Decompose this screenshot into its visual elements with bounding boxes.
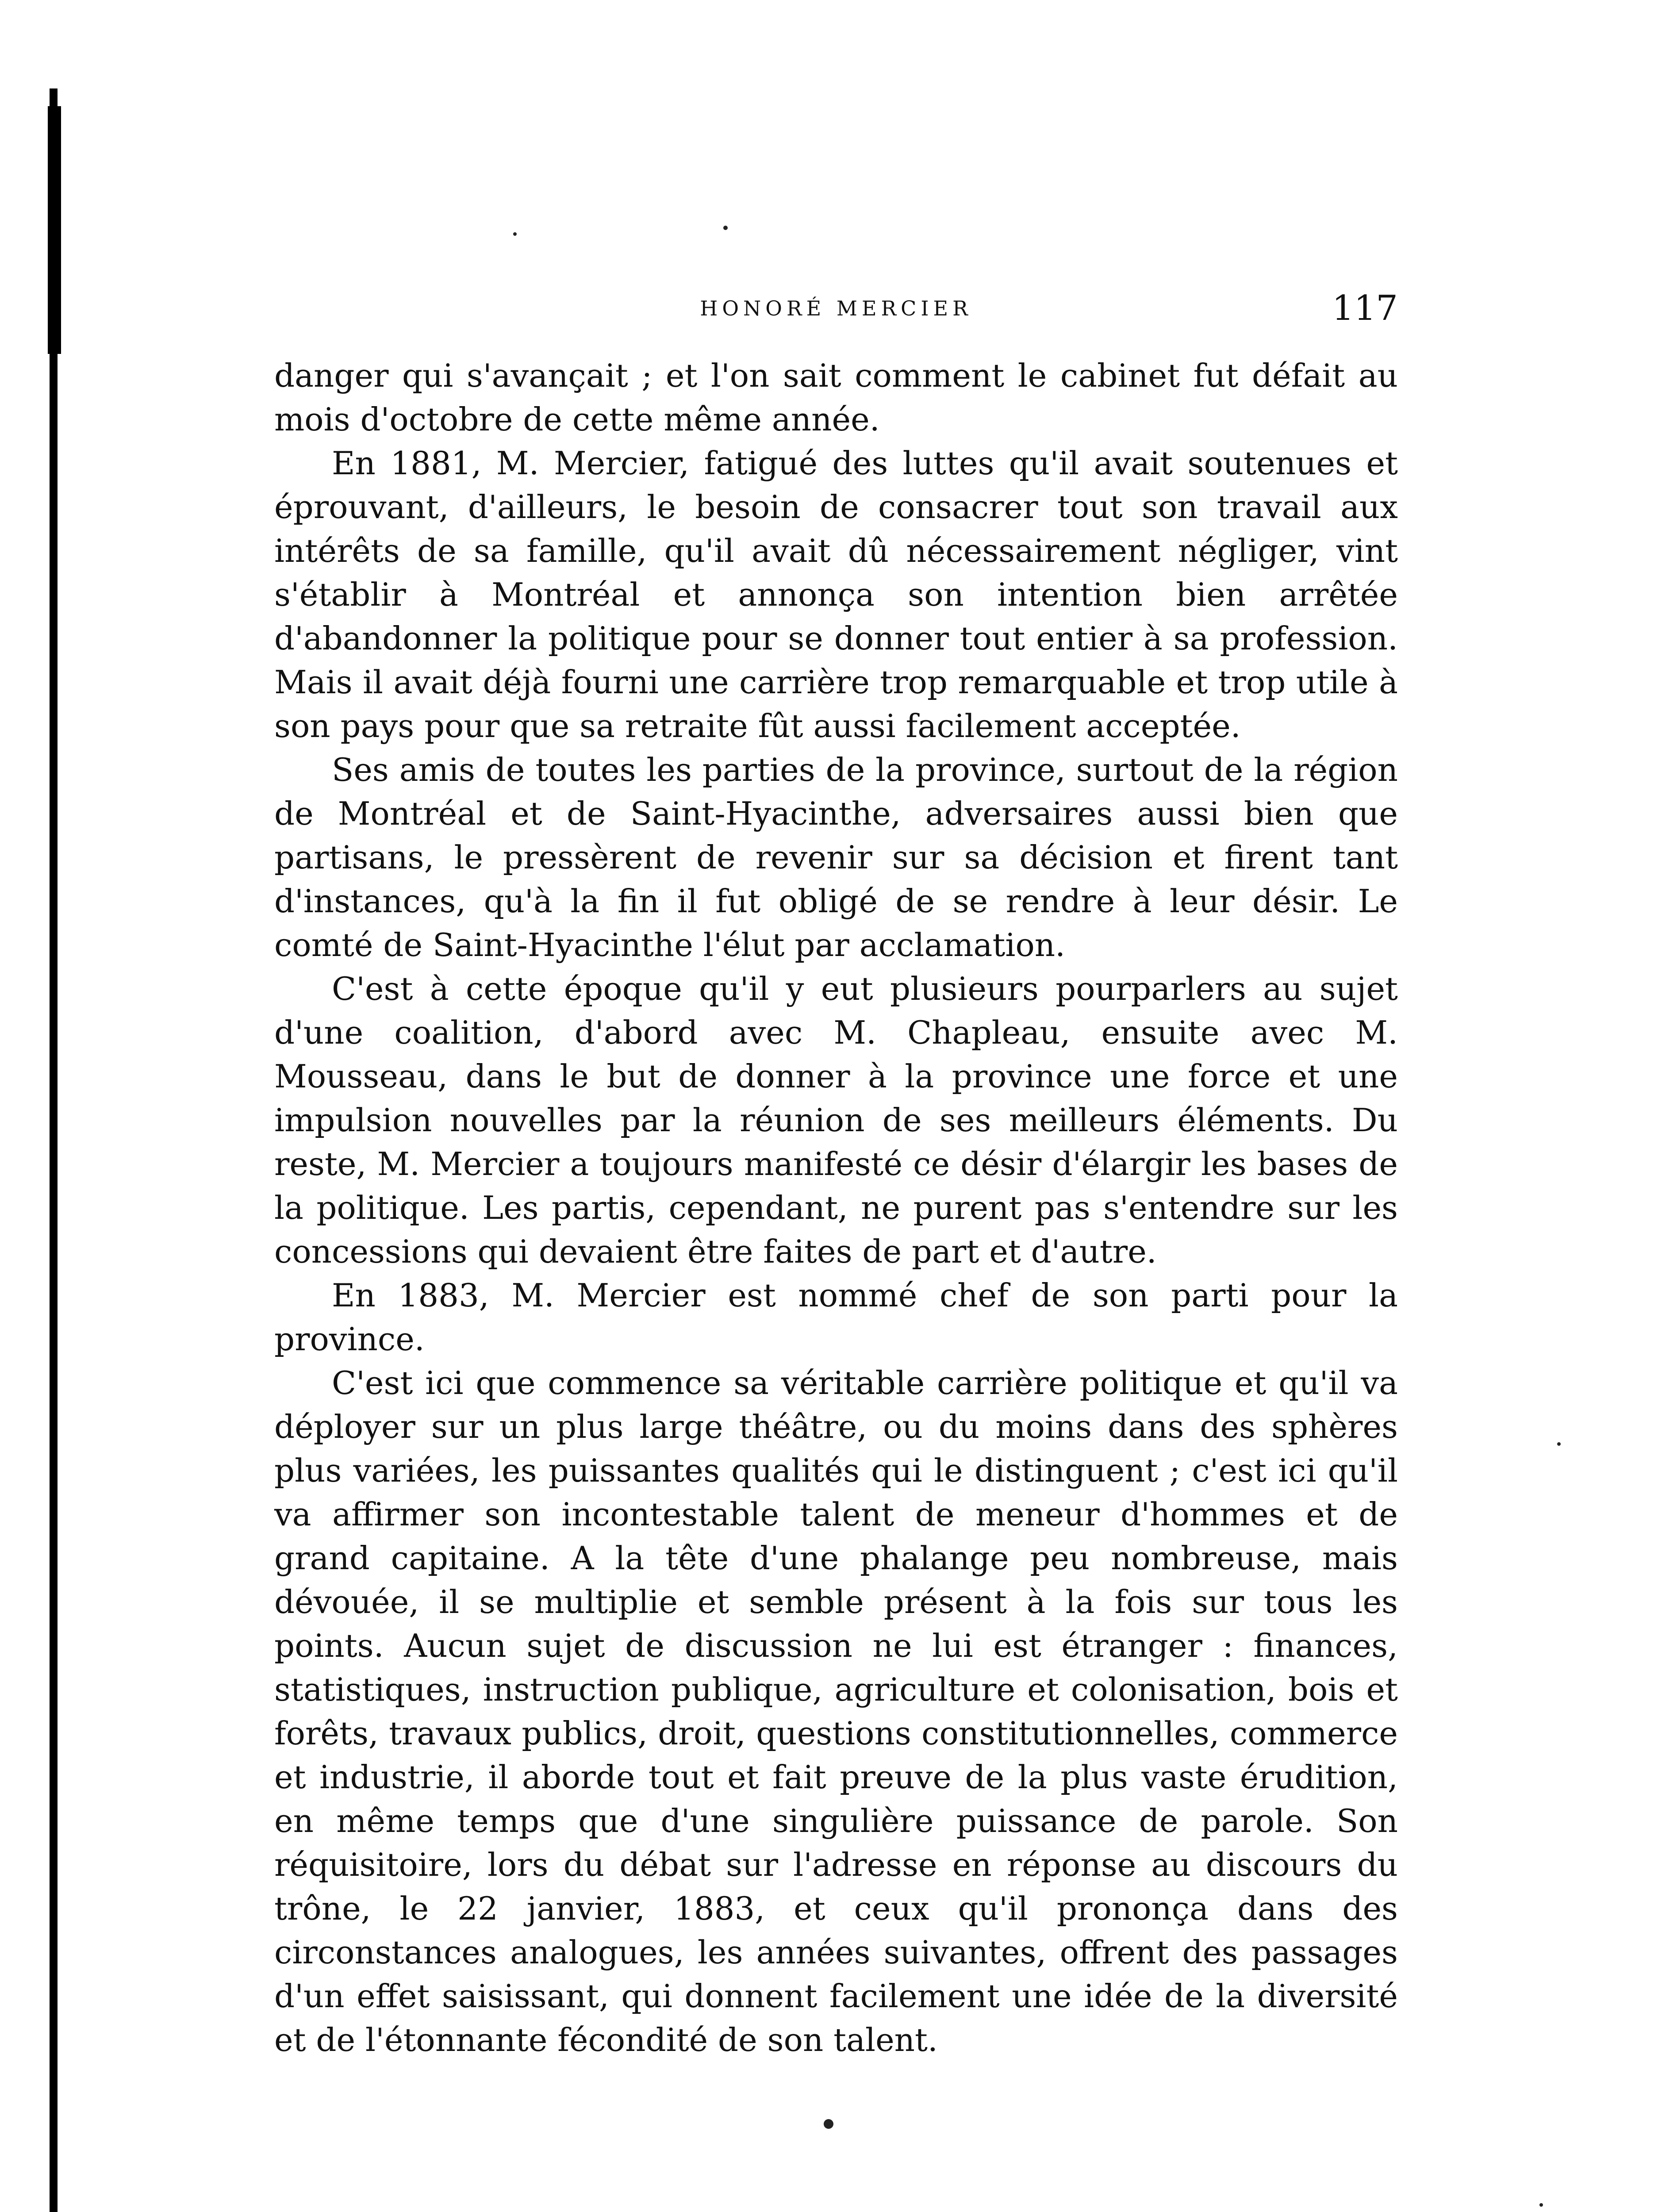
- running-title: HONORÉ MERCIER: [700, 296, 972, 320]
- scan-speck: [1557, 1442, 1561, 1446]
- text-block: [274, 354, 1398, 2062]
- paragraph: C'est à cette époque qu'il y eut plusieurs pourparlers au sujet d'une coalition, d'abord avec M. Chapleau, ensuite avec M. Mousseau, dans le but de donner à la province une force et une impulsion nouvelles par la réunion de ses meilleurs éléments. Du reste, M. Mercier a toujours manifesté ce désir d'élargir les bases de la politique. Les partis, cependant, ne purent pas s'entendre sur les concessions qui devaient être faites de part et d'autre.: [274, 970, 1398, 1270]
- paragraph-continued: danger qui s'avançait ; et l'on sait comment le cabinet fut défait au mois d'octobre de cette même année.: [274, 357, 1398, 438]
- scan-speck: [1539, 2203, 1543, 2207]
- running-head: [274, 288, 1398, 328]
- scan-speck: [824, 2119, 833, 2129]
- scan-binding-edge: [50, 88, 58, 2212]
- paragraph: Ses amis de toutes les parties de la province, surtout de la région de Montréal et de Saint-Hyacinthe, adversaires aussi bien que partisans, le pressèrent de revenir sur sa décision et firent tant d'instances, qu'à la fin il fut obligé de se rendre à leur désir. Le comté de Saint-Hyacinthe l'élut par acclamation.: [274, 751, 1398, 964]
- scan-binding-shadow: [48, 106, 61, 354]
- scan-speck: [723, 226, 728, 230]
- paragraph: En 1881, M. Mercier, fatigué des luttes qu'il avait soutenues et éprouvant, d'ailleurs, le besoin de consacrer tout son travail aux intérêts de sa famille, qu'il avait dû nécessairement négliger, vint s'établir à Montréal et annonça son intention bien arrêtée d'abandonner la politique pour se donner tout entier à sa profession. Mais il avait déjà fourni une carrière trop remarquable et trop utile à son pays pour que sa retraite fût aussi facilement acceptée.: [274, 445, 1398, 745]
- scan-speck: [513, 232, 517, 236]
- paragraph: C'est ici que commence sa véritable carrière politique et qu'il va déployer sur un plus large théâtre, ou du moins dans des sphères plus variées, les puissantes qualités qui le distinguent ; c'est ici qu'il va affirmer son incontestable talent de meneur d'hommes et de grand capitaine. A la tête d'une phalange peu nombreuse, mais dévouée, il se multiplie et semble présent à la fois sur tous les points. Aucun sujet de discussion ne lui est étranger : finances, statistiques, instruction publique, agriculture et colonisation, bois et forêts, travaux publics, droit, questions constitutionnelles, commerce et industrie, il aborde tout et fait preuve de la plus vaste érudition, en même temps que d'une singulière puissance de parole. Son réquisitoire, lors du débat sur l'adresse en réponse au discours du trône, le 22 janvier, 1883, et ceux qu'il prononça dans des circonstances analogues, les années suivantes, offrent des passages d'un effet saisissant, qui donnent facilement une idée de la diversité et de l'étonnante fécondité de son talent.: [274, 1364, 1398, 2058]
- paragraph: En 1883, M. Mercier est nommé chef de son parti pour la province.: [274, 1277, 1398, 1358]
- page-number: 117: [1332, 288, 1398, 328]
